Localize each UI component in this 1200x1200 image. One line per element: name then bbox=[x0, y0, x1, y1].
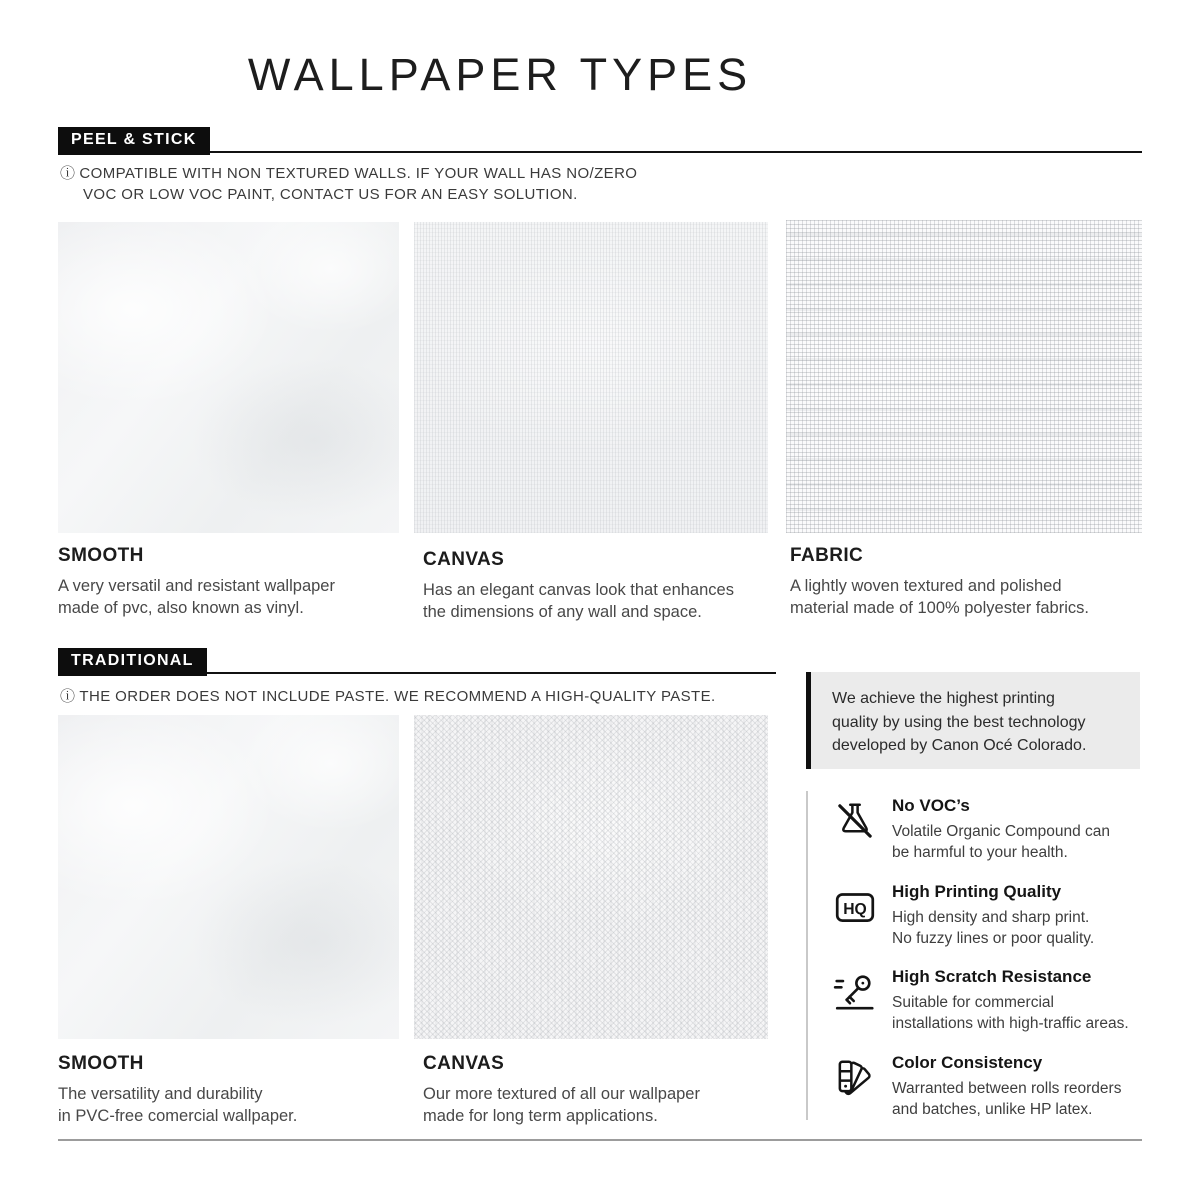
caption-peel-stick-smooth bbox=[58, 545, 335, 619]
swatch-desc-line: the dimensions of any wall and space. bbox=[423, 603, 702, 621]
scratch-key-icon bbox=[832, 969, 878, 1015]
swatch-title: CANVAS bbox=[423, 549, 505, 570]
swatch-desc-line: in PVC-free comercial wallpaper. bbox=[58, 1107, 298, 1125]
swatch-desc-line: The versatility and durability bbox=[58, 1085, 263, 1103]
info-icon: ⓘ bbox=[60, 688, 76, 705]
swatch-traditional-smooth bbox=[58, 715, 399, 1039]
swatch-desc-line: Has an elegant canvas look that enhances bbox=[423, 581, 734, 599]
swatch-peel-stick-fabric bbox=[786, 220, 1142, 533]
feature-desc-line: High density and sharp print. bbox=[892, 909, 1090, 926]
hq-badge-icon bbox=[832, 884, 878, 930]
caption-peel-stick-fabric bbox=[790, 545, 1089, 619]
feature-desc-line: and batches, unlike HP latex. bbox=[892, 1101, 1093, 1118]
swatch-title: FABRIC bbox=[790, 545, 864, 566]
swatch-desc-line: A very versatil and resistant wallpaper bbox=[58, 577, 335, 595]
swatch-desc-line: Our more textured of all our wallpaper bbox=[423, 1085, 700, 1103]
caption-peel-stick-canvas bbox=[423, 549, 734, 623]
feature-desc-line: Warranted between rolls reorders bbox=[892, 1080, 1122, 1097]
printing-quality-quote-box bbox=[806, 672, 1140, 769]
bottom-divider-line bbox=[58, 1139, 1142, 1141]
section-label-traditional: TRADITIONAL bbox=[58, 648, 207, 676]
note-line-2: VOC OR LOW VOC PAINT, CONTACT US FOR AN EASY SOLUTION. bbox=[83, 186, 578, 203]
feature-desc-line: Suitable for commercial bbox=[892, 994, 1054, 1011]
section-label-peel-stick: PEEL & STICK bbox=[58, 127, 210, 155]
swatch-desc-line: made for long term applications. bbox=[423, 1107, 658, 1125]
feature-desc-line: No fuzzy lines or poor quality. bbox=[892, 930, 1095, 947]
caption-traditional-canvas bbox=[423, 1053, 700, 1127]
right-column-vertical-line bbox=[806, 791, 808, 1120]
hq-badge-text: HQ bbox=[843, 900, 867, 918]
note-line-1: ⓘ THE ORDER DOES NOT INCLUDE PASTE. WE RECOMMEND A HIGH-QUALITY PASTE. bbox=[60, 688, 716, 705]
caption-traditional-smooth bbox=[58, 1053, 297, 1127]
page-title: WALLPAPER TYPES bbox=[247, 49, 753, 100]
swatch-peel-stick-canvas bbox=[414, 222, 768, 533]
peel-stick-note bbox=[60, 163, 637, 205]
traditional-note bbox=[60, 686, 716, 707]
swatch-desc-line: made of pvc, also known as vinyl. bbox=[58, 599, 304, 617]
feature-title: Color Consistency bbox=[892, 1053, 1043, 1072]
swatch-title: CANVAS bbox=[423, 1053, 505, 1074]
feature-high-printing-quality bbox=[832, 882, 1144, 949]
feature-title: High Printing Quality bbox=[892, 882, 1062, 901]
feature-title: High Scratch Resistance bbox=[892, 967, 1092, 986]
swatch-title: SMOOTH bbox=[58, 545, 144, 566]
swatch-title: SMOOTH bbox=[58, 1053, 144, 1074]
quote-line: We achieve the highest printing bbox=[832, 690, 1055, 707]
feature-scratch-resistance bbox=[832, 967, 1144, 1034]
quote-line: quality by using the best technology bbox=[832, 713, 1086, 731]
feature-no-voc bbox=[832, 796, 1144, 863]
feature-desc-line: Volatile Organic Compound can bbox=[892, 823, 1110, 840]
color-swatchbook-icon bbox=[832, 1055, 878, 1101]
swatch-desc-line: material made of 100% polyester fabrics. bbox=[790, 599, 1089, 617]
swatch-peel-stick-smooth bbox=[58, 222, 399, 533]
no-voc-flask-icon bbox=[832, 798, 878, 844]
feature-title: No VOC’s bbox=[892, 796, 970, 815]
info-icon: ⓘ bbox=[60, 165, 76, 182]
feature-color-consistency bbox=[832, 1053, 1144, 1120]
feature-desc-line: installations with high-traffic areas. bbox=[892, 1015, 1129, 1032]
swatch-traditional-canvas bbox=[414, 715, 768, 1039]
swatch-desc-line: A lightly woven textured and polished bbox=[790, 577, 1062, 595]
quote-line: developed by Canon Océ Colorado. bbox=[832, 737, 1087, 754]
feature-desc-line: be harmful to your health. bbox=[892, 844, 1068, 861]
note-line-1: ⓘ COMPATIBLE WITH NON TEXTURED WALLS. IF YOUR WALL HAS NO/ZERO bbox=[60, 165, 638, 182]
peel-stick-divider-line bbox=[58, 151, 1142, 153]
